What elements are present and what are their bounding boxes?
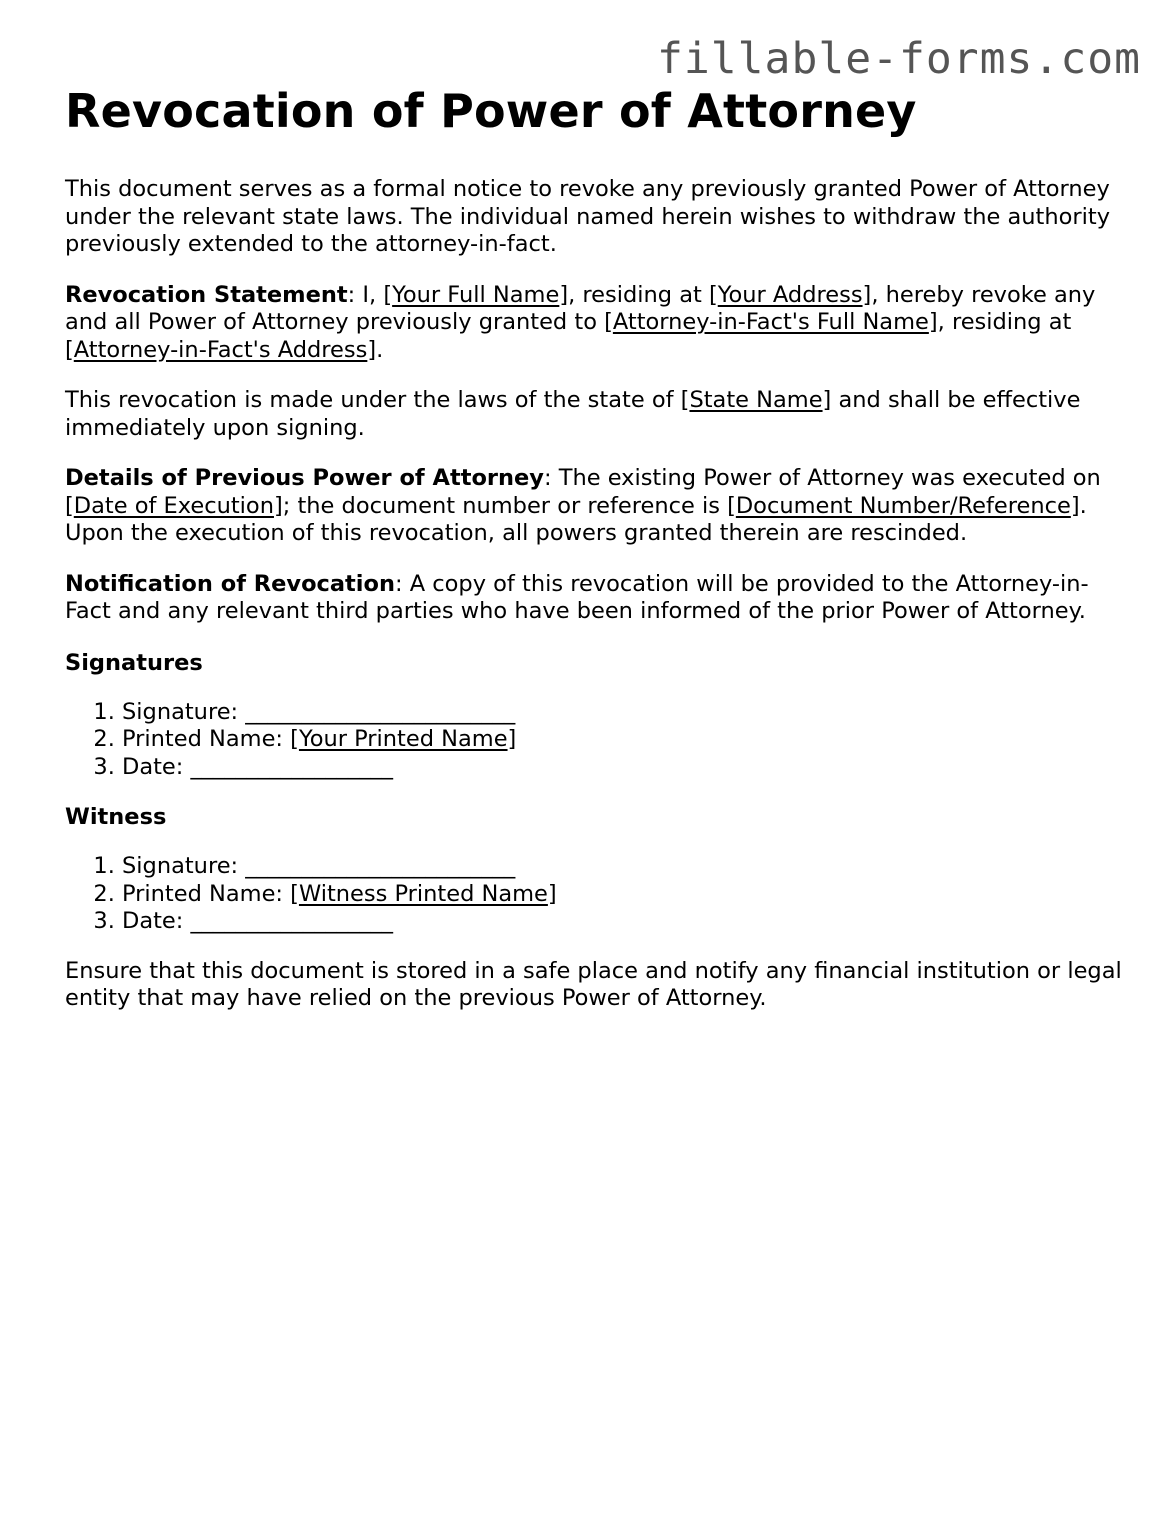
document-title: Revocation of Power of Attorney (65, 84, 917, 138)
details-label: Details of Previous Power of Attorney (65, 465, 544, 491)
text-segment: : A copy of this revocation will be provided to the Attorney-in-Fact and any relevant third parties who have been informed of the prior Power of Attorney. (65, 570, 1089, 624)
text-segment: ], residing at [ (65, 309, 1072, 363)
text-segment: ], residing at [ (559, 281, 718, 308)
witness-heading: Witness (65, 804, 167, 830)
text-segment: ]. (367, 336, 384, 363)
signatures-list (65, 699, 1125, 782)
placeholder-state-name[interactable]: State Name (689, 387, 823, 413)
text-segment: : The existing Power of Attorney was executed on [ (65, 465, 1101, 519)
placeholder-printed-name[interactable]: Your Printed Name (298, 726, 508, 752)
placeholder-address[interactable]: Your Address (717, 281, 863, 308)
text-segment: This revocation is made under the laws of the state of [ (65, 387, 690, 413)
signatures-heading: Signatures (65, 649, 203, 676)
witness-signature-line[interactable]: 1. Signature: ________________________ (122, 853, 1125, 881)
witness-printed-name-line (122, 881, 1125, 909)
text-segment: ] (507, 726, 517, 752)
witness-date-line[interactable]: 3. Date: __________________ (122, 908, 1125, 936)
text-segment: Printed Name: [ (122, 880, 299, 907)
placeholder-document-reference[interactable]: Document Number/Reference (735, 492, 1071, 519)
placeholder-witness-name[interactable]: Witness Printed Name (298, 880, 548, 907)
text-segment: : I, [ (347, 281, 393, 308)
revocation-label: Revocation Statement (65, 281, 348, 308)
text-segment: Printed Name: [ (122, 726, 299, 752)
placeholder-attorney-address[interactable]: Attorney-in-Fact's Address (73, 336, 368, 363)
placeholder-attorney-name[interactable]: Attorney-in-Fact's Full Name (612, 309, 929, 335)
closing-paragraph: Ensure that this document is stored in a safe place and notify any financial institution or legal entity that may have relied on the previous Power of Attorney. (65, 957, 1122, 1011)
text-segment: ], hereby revoke any and all Power of Attorney previously granted to [ (65, 281, 1096, 335)
placeholder-full-name[interactable]: Your Full Name (392, 281, 560, 308)
details-paragraph (65, 465, 1125, 548)
date-line[interactable]: 3. Date: __________________ (122, 754, 1125, 782)
intro-paragraph: This document serves as a formal notice to revoke any previously granted Power of Attorney under the relevant state laws. The individual named herein wishes to withdraw the authority previously extended to the attorney-in-fact. (65, 176, 1111, 257)
document-body (65, 82, 1125, 1036)
site-watermark: fillable-forms.com (657, 34, 1141, 84)
text-segment: ] (547, 880, 557, 907)
placeholder-date-of-execution[interactable]: Date of Execution (73, 492, 274, 519)
state-paragraph (65, 387, 1125, 442)
witness-list (65, 853, 1125, 936)
printed-name-line (122, 726, 1125, 754)
notification-label: Notification of Revocation (65, 570, 395, 597)
text-segment: ]. Upon the execution of this revocation, all powers granted therein are rescinded. (65, 492, 1087, 546)
text-segment: ] and shall be effective immediately upon signing. (65, 387, 1081, 441)
notification-paragraph (65, 571, 1125, 626)
revocation-statement (65, 282, 1125, 365)
signature-line[interactable]: 1. Signature: ________________________ (122, 699, 1125, 727)
text-segment: ]; the document number or reference is [ (273, 492, 736, 519)
